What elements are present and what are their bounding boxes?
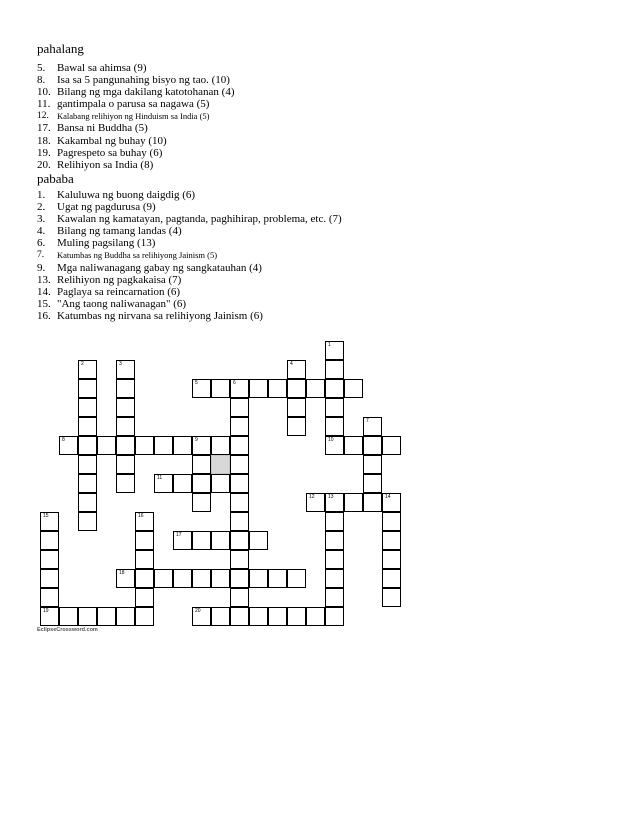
crossword-cell[interactable] — [192, 436, 211, 455]
credit-text: EclipseCrossword.com — [37, 627, 98, 633]
crossword-cell[interactable] — [325, 341, 344, 360]
crossword-cell[interactable] — [173, 474, 192, 493]
cell-number: 12 — [309, 494, 315, 500]
crossword-cell[interactable] — [116, 455, 135, 474]
crossword-cell[interactable] — [287, 398, 306, 417]
crossword-cell[interactable] — [192, 607, 211, 626]
across-clue-number: 19. — [37, 146, 51, 159]
crossword-cell[interactable] — [230, 493, 249, 512]
crossword-cell[interactable] — [211, 531, 230, 550]
crossword-cell[interactable] — [116, 417, 135, 436]
crossword-cell[interactable] — [78, 493, 97, 512]
down-clue-text: Ugat ng pagdurusa (9) — [57, 201, 156, 214]
crossword-cell[interactable] — [325, 417, 344, 436]
crossword-cell[interactable] — [325, 379, 344, 398]
down-clue-number: 13. — [37, 273, 51, 286]
crossword-cell[interactable] — [344, 493, 363, 512]
crossword-cell[interactable] — [78, 360, 97, 379]
crossword-cell[interactable] — [78, 512, 97, 531]
across-clue-number: 8. — [37, 74, 46, 87]
crossword-cell[interactable] — [59, 607, 78, 626]
crossword-cell[interactable] — [230, 455, 249, 474]
crossword-cell[interactable] — [230, 550, 249, 569]
cell-number: 8 — [62, 437, 65, 443]
across-clue-number: 18. — [37, 134, 51, 147]
cell-number: 4 — [290, 361, 293, 367]
crossword-cell[interactable] — [59, 436, 78, 455]
cell-number: 17 — [176, 532, 182, 538]
cell-number: 1 — [328, 342, 331, 348]
crossword-cell[interactable] — [325, 360, 344, 379]
across-clue-text: gantimpala o parusa sa nagawa (5) — [57, 98, 210, 111]
cell-number: 3 — [119, 361, 122, 367]
crossword-cell[interactable] — [211, 436, 230, 455]
down-clue-text: Mga naliwanagang gabay ng sangkatauhan (4) — [57, 261, 262, 274]
crossword-cell[interactable] — [211, 474, 230, 493]
across-clue-text: Isa sa 5 pangunahing bisyo ng tao. (10) — [57, 74, 230, 87]
cell-number: 5 — [195, 380, 198, 386]
cell-number: 19 — [43, 608, 49, 614]
crossword-cell[interactable] — [382, 531, 401, 550]
cell-number: 18 — [119, 570, 125, 576]
across-clue-text: Pagrespeto sa buhay (6) — [57, 146, 163, 159]
crossword-cell[interactable] — [382, 493, 401, 512]
crossword-cell[interactable] — [268, 607, 287, 626]
crossword-cell[interactable] — [135, 607, 154, 626]
crossword-cell[interactable] — [78, 417, 97, 436]
crossword-cell[interactable] — [173, 569, 192, 588]
crossword-cell[interactable] — [287, 607, 306, 626]
down-clue-text: Muling pagsilang (13) — [57, 237, 156, 250]
crossword-cell[interactable] — [287, 360, 306, 379]
cell-number: 15 — [43, 513, 49, 519]
down-clue-number: 2. — [37, 201, 46, 214]
down-clue-number: 3. — [37, 213, 46, 226]
crossword-cell[interactable] — [211, 607, 230, 626]
across-clue-text: Kalabang relihiyon ng Hinduism sa India (5) — [57, 111, 210, 122]
crossword-cell[interactable] — [192, 569, 211, 588]
crossword-cell[interactable] — [40, 531, 59, 550]
crossword-cell[interactable] — [40, 550, 59, 569]
crossword-cell[interactable] — [382, 436, 401, 455]
down-clue-text: Katumbas ng Buddha sa relihiyong Jainism (5) — [57, 250, 218, 261]
crossword-cell[interactable] — [230, 512, 249, 531]
crossword-cell[interactable] — [135, 588, 154, 607]
crossword-cell[interactable] — [230, 379, 249, 398]
crossword-cell[interactable] — [116, 379, 135, 398]
down-clue-number: 1. — [37, 189, 46, 201]
crossword-cell[interactable] — [382, 569, 401, 588]
crossword-cell[interactable] — [363, 436, 382, 455]
across-clue-number: 20. — [37, 158, 51, 171]
across-clue-number: 17. — [37, 122, 51, 135]
down-clue-number: 16. — [37, 309, 51, 322]
across-clue-text: Relihiyon sa India (8) — [57, 158, 154, 171]
crossword-cell[interactable] — [268, 569, 287, 588]
crossword-cell[interactable] — [249, 569, 268, 588]
cell-number: 6 — [233, 380, 236, 386]
down-clue-number: 6. — [37, 237, 46, 250]
crossword-cell[interactable] — [287, 379, 306, 398]
crossword-cell[interactable] — [135, 550, 154, 569]
crossword-cell[interactable] — [97, 607, 116, 626]
down-clue-text: Katumbas ng nirvana sa relihiyong Jainism (6) — [57, 309, 263, 322]
down-clue-text: Kaluluwa ng buong daigdig (6) — [57, 189, 196, 201]
down-clue-text: Relihiyon ng pagkakaisa (7) — [57, 273, 182, 286]
crossword-cell[interactable] — [135, 569, 154, 588]
crossword-cell[interactable] — [287, 569, 306, 588]
crossword-cell[interactable] — [230, 417, 249, 436]
down-clue-text: Bilang ng tamang landas (4) — [57, 225, 182, 238]
crossword-cell[interactable] — [268, 379, 287, 398]
crossword-cell[interactable] — [135, 531, 154, 550]
crossword-cell[interactable] — [382, 588, 401, 607]
crossword-cell[interactable] — [116, 607, 135, 626]
crossword-cell[interactable] — [344, 379, 363, 398]
across-clue-text: Bansa ni Buddha (5) — [57, 122, 148, 135]
crossword-cell[interactable] — [363, 455, 382, 474]
down-heading: pababa — [37, 171, 74, 186]
cell-number: 16 — [138, 513, 144, 519]
crossword-cell[interactable] — [135, 512, 154, 531]
crossword-cell[interactable] — [78, 398, 97, 417]
crossword-cell[interactable] — [135, 436, 154, 455]
crossword-cell[interactable] — [306, 379, 325, 398]
crossword-cell[interactable] — [97, 436, 116, 455]
cell-number: 20 — [195, 608, 201, 614]
cell-number: 13 — [328, 494, 334, 500]
down-clue-number: 9. — [37, 261, 46, 274]
crossword-cell[interactable] — [116, 398, 135, 417]
crossword-cell[interactable] — [325, 493, 344, 512]
crossword-cell[interactable] — [154, 436, 173, 455]
crossword-cell[interactable] — [363, 474, 382, 493]
across-clue-text: Bawal sa ahimsa (9) — [57, 62, 147, 74]
crossword-cell[interactable] — [249, 379, 268, 398]
crossword-cell[interactable] — [249, 607, 268, 626]
crossword-cell[interactable] — [78, 607, 97, 626]
down-clue-text: Paglaya sa reincarnation (6) — [57, 285, 181, 298]
crossword-cell[interactable] — [325, 569, 344, 588]
cell-number: 7 — [366, 418, 369, 424]
crossword-cell[interactable] — [192, 455, 211, 474]
crossword-cell[interactable] — [325, 550, 344, 569]
crossword-cell[interactable] — [230, 436, 249, 455]
crossword-cell[interactable] — [78, 474, 97, 493]
crossword-cell[interactable] — [192, 531, 211, 550]
crossword-cell[interactable] — [173, 531, 192, 550]
across-clue-number: 11. — [37, 98, 51, 111]
crossword-cell[interactable] — [78, 379, 97, 398]
crossword-cell[interactable] — [363, 417, 382, 436]
crossword-cell[interactable] — [230, 607, 249, 626]
crossword-cell[interactable] — [382, 512, 401, 531]
crossword-cell[interactable] — [116, 474, 135, 493]
crossword-cell[interactable] — [230, 588, 249, 607]
cell-number: 10 — [328, 437, 334, 443]
shaded-cell — [211, 455, 230, 474]
crossword-cell[interactable] — [78, 436, 97, 455]
crossword-cell[interactable] — [154, 569, 173, 588]
crossword-cell[interactable] — [344, 436, 363, 455]
crossword-cell[interactable] — [211, 379, 230, 398]
crossword-cell[interactable] — [173, 436, 192, 455]
crossword-cell[interactable] — [230, 474, 249, 493]
crossword-cell[interactable] — [287, 417, 306, 436]
crossword-cell[interactable] — [230, 531, 249, 550]
crossword-cell[interactable] — [40, 607, 59, 626]
across-clue-text: Bilang ng mga dakilang katotohanan (4) — [57, 86, 235, 99]
crossword-cell[interactable] — [40, 569, 59, 588]
crossword-cell[interactable] — [211, 569, 230, 588]
crossword-cell[interactable] — [192, 474, 211, 493]
crossword-cell[interactable] — [192, 493, 211, 512]
crossword-cell[interactable] — [363, 493, 382, 512]
crossword-cell[interactable] — [40, 512, 59, 531]
crossword-cell[interactable] — [116, 360, 135, 379]
crossword-cell[interactable] — [249, 531, 268, 550]
crossword-cell[interactable] — [230, 569, 249, 588]
crossword-cell[interactable] — [40, 588, 59, 607]
crossword-cell[interactable] — [116, 569, 135, 588]
crossword-cell[interactable] — [192, 379, 211, 398]
down-clue-number: 4. — [37, 225, 46, 238]
crossword-cell[interactable] — [325, 512, 344, 531]
crossword-cell[interactable] — [325, 398, 344, 417]
crossword-cell[interactable] — [78, 455, 97, 474]
crossword-cell[interactable] — [325, 436, 344, 455]
crossword-cell[interactable] — [306, 493, 325, 512]
down-clue-number: 14. — [37, 285, 51, 298]
down-clue-number: 7. — [37, 250, 45, 261]
cell-number: 14 — [385, 494, 391, 500]
crossword-cell[interactable] — [325, 588, 344, 607]
crossword-cell[interactable] — [230, 398, 249, 417]
crossword-cell[interactable] — [306, 607, 325, 626]
crossword-cell[interactable] — [382, 550, 401, 569]
down-clue-text: Kawalan ng kamatayan, pagtanda, paghihirap, problema, etc. (7) — [57, 213, 342, 226]
crossword-cell[interactable] — [154, 474, 173, 493]
across-clue-number: 10. — [37, 86, 51, 99]
across-clue-text: Kakambal ng buhay (10) — [57, 134, 167, 147]
crossword-cell[interactable] — [325, 531, 344, 550]
across-heading: pahalang — [37, 41, 84, 56]
crossword-cell[interactable] — [325, 607, 344, 626]
down-clue-text: "Ang taong naliwanagan" (6) — [57, 297, 187, 310]
cell-number: 11 — [157, 475, 163, 481]
across-clue-number: 5. — [37, 62, 46, 74]
crossword-cell[interactable] — [116, 436, 135, 455]
across-clue-number: 12. — [37, 111, 49, 122]
cell-number: 2 — [81, 361, 84, 367]
cell-number: 9 — [195, 437, 198, 443]
down-clue-number: 15. — [37, 297, 51, 310]
